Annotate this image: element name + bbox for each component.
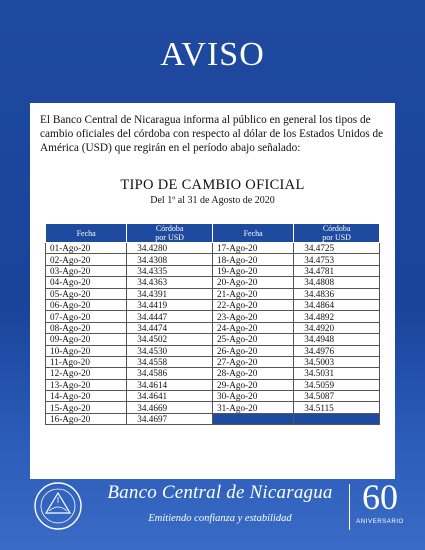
table-row [46, 402, 380, 413]
rate-cell: 34.5003 [294, 356, 380, 367]
table-row [46, 311, 380, 322]
anniversary-number: 60 [362, 477, 398, 517]
notice-card [30, 103, 395, 479]
rate-cell: 34.4781 [294, 265, 380, 276]
rate-cell: 34.4864 [294, 299, 380, 310]
exchange-rate-table [45, 223, 380, 425]
date-cell: 14-Ago-20 [46, 391, 127, 402]
date-cell: 31-Ago-20 [212, 402, 293, 413]
bank-tagline: Emitiendo confianza y estabilidad [148, 513, 292, 524]
rate-cell: 34.4836 [294, 288, 380, 299]
rate-cell: 34.4976 [294, 345, 380, 356]
table-row [46, 356, 380, 367]
date-cell: 23-Ago-20 [212, 311, 293, 322]
value-header-line2: por USD [155, 233, 184, 242]
date-cell: 12-Ago-20 [46, 368, 127, 379]
rate-cell: 34.4447 [127, 311, 213, 322]
rate-cell: 34.5087 [294, 391, 380, 402]
value-header-line1: Córdoba [322, 224, 351, 233]
rate-cell: 34.4280 [127, 243, 213, 254]
rate-cell: 34.4530 [127, 345, 213, 356]
rate-cell: 34.4391 [127, 288, 213, 299]
date-cell: 06-Ago-20 [46, 299, 127, 310]
table-row [46, 379, 380, 390]
anniversary-label: ANIVERSARIO [356, 519, 404, 525]
date-cell: 17-Ago-20 [212, 243, 293, 254]
date-cell: 22-Ago-20 [212, 299, 293, 310]
rate-cell: 34.4948 [294, 334, 380, 345]
footer-divider [349, 484, 350, 530]
date-cell: 18-Ago-20 [212, 254, 293, 265]
date-header: Fecha [46, 224, 127, 243]
rate-cell: 34.5059 [294, 379, 380, 390]
bcn-seal-icon [33, 481, 83, 531]
empty-cell [212, 413, 293, 424]
date-cell: 16-Ago-20 [46, 413, 127, 424]
page-title: AVISO [160, 36, 265, 73]
table-row [46, 413, 380, 424]
rate-cell: 34.4308 [127, 254, 213, 265]
date-cell: 21-Ago-20 [212, 288, 293, 299]
intro-paragraph: El Banco Central de Nicaragua informa al público en general los tipos de cambio oficiales del córdoba con respecto al dólar de los Estados Unidos de América (USD) que regirán en el período abajo señalado: [40, 114, 384, 154]
rate-cell: 34.4474 [127, 322, 213, 333]
date-cell: 19-Ago-20 [212, 265, 293, 276]
date-cell: 27-Ago-20 [212, 356, 293, 367]
bank-name: Banco Central de Nicaragua [107, 482, 333, 503]
table-row [46, 391, 380, 402]
empty-cell [294, 413, 380, 424]
date-cell: 28-Ago-20 [212, 368, 293, 379]
date-cell: 01-Ago-20 [46, 243, 127, 254]
rate-cell: 34.4335 [127, 265, 213, 276]
date-header: Fecha [212, 224, 293, 243]
date-cell: 05-Ago-20 [46, 288, 127, 299]
date-cell: 04-Ago-20 [46, 277, 127, 288]
table-row [46, 277, 380, 288]
date-cell: 07-Ago-20 [46, 311, 127, 322]
rate-cell: 34.4641 [127, 391, 213, 402]
value-header-line2: por USD [322, 233, 351, 242]
date-cell: 02-Ago-20 [46, 254, 127, 265]
table-row [46, 334, 380, 345]
value-header-line1: Córdoba [155, 224, 184, 233]
rate-cell: 34.4725 [294, 243, 380, 254]
date-cell: 10-Ago-20 [46, 345, 127, 356]
date-cell: 03-Ago-20 [46, 265, 127, 276]
rate-cell: 34.4753 [294, 254, 380, 265]
rate-cell: 34.5115 [294, 402, 380, 413]
value-header [294, 224, 380, 243]
table-row [46, 288, 380, 299]
table-header-row [46, 224, 380, 243]
section-subtitle: Del 1º al 31 de Agosto de 2020 [150, 195, 275, 206]
table-row [46, 243, 380, 254]
date-cell: 11-Ago-20 [46, 356, 127, 367]
rate-cell: 34.4558 [127, 356, 213, 367]
table-body [46, 243, 380, 425]
rate-cell: 34.4697 [127, 413, 213, 424]
section-title: TIPO DE CAMBIO OFICIAL [120, 177, 305, 193]
rate-cell: 34.4586 [127, 368, 213, 379]
rate-cell: 34.4892 [294, 311, 380, 322]
table-row [46, 254, 380, 265]
date-cell: 25-Ago-20 [212, 334, 293, 345]
table-row [46, 368, 380, 379]
date-cell: 13-Ago-20 [46, 379, 127, 390]
rate-cell: 34.4363 [127, 277, 213, 288]
rate-cell: 34.4669 [127, 402, 213, 413]
rate-cell: 34.4920 [294, 322, 380, 333]
table-row [46, 265, 380, 276]
rate-cell: 34.5031 [294, 368, 380, 379]
date-cell: 26-Ago-20 [212, 345, 293, 356]
table-row [46, 345, 380, 356]
date-cell: 15-Ago-20 [46, 402, 127, 413]
date-cell: 29-Ago-20 [212, 379, 293, 390]
rate-cell: 34.4419 [127, 299, 213, 310]
rate-cell: 34.4614 [127, 379, 213, 390]
date-cell: 30-Ago-20 [212, 391, 293, 402]
table-row [46, 322, 380, 333]
date-cell: 09-Ago-20 [46, 334, 127, 345]
date-cell: 20-Ago-20 [212, 277, 293, 288]
date-cell: 08-Ago-20 [46, 322, 127, 333]
rate-cell: 34.4808 [294, 277, 380, 288]
table-row [46, 299, 380, 310]
rate-cell: 34.4502 [127, 334, 213, 345]
value-header [127, 224, 213, 243]
date-cell: 24-Ago-20 [212, 322, 293, 333]
